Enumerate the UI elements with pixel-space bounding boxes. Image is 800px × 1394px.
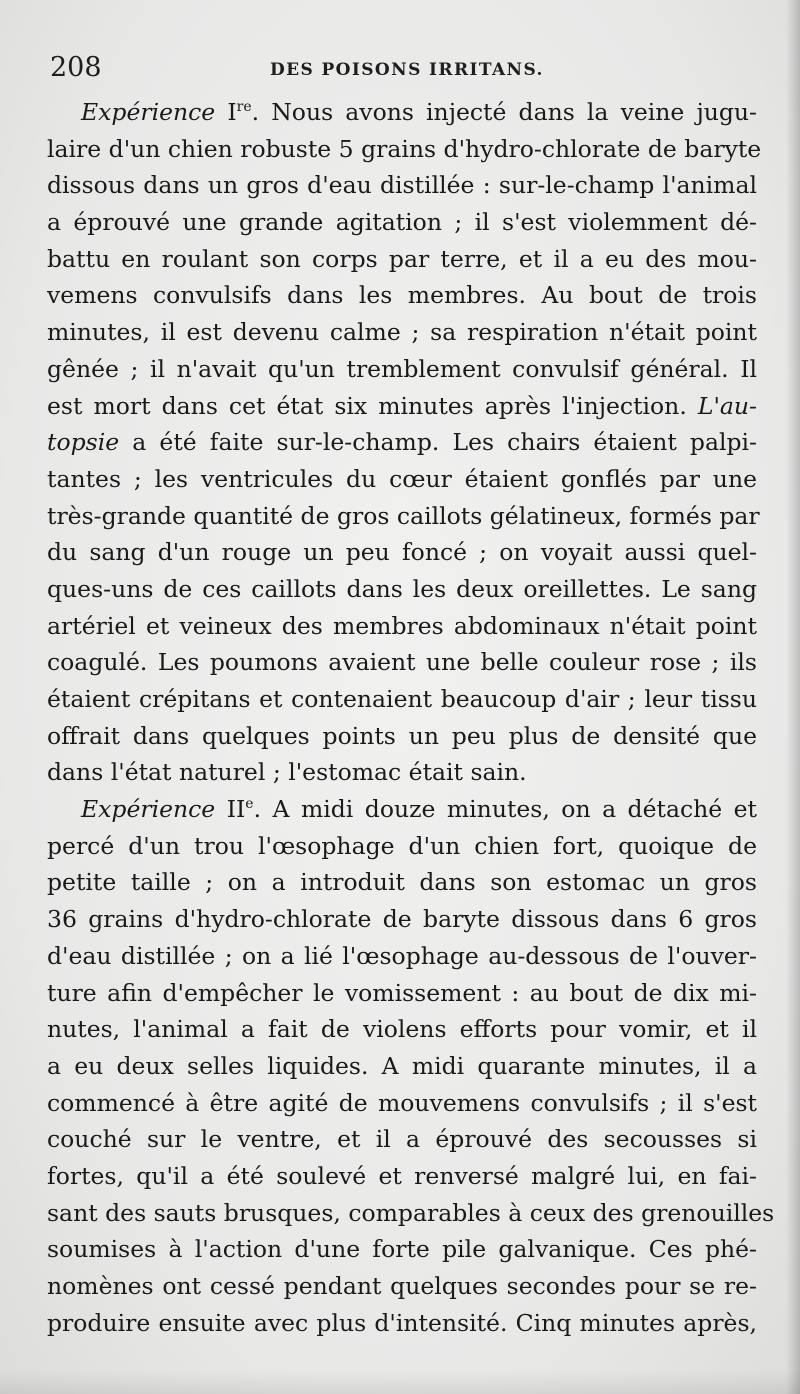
text-line: couché sur le ventre, et il a éprouvé des secousses si (47, 1125, 757, 1154)
experience-numeral: I (227, 98, 237, 126)
text-line: tantes ; les ventricules du cœur étaient gonflés par une (47, 464, 757, 493)
text-line: nutes, l'animal a fait de violens efforts pour vomir, et il (47, 1015, 757, 1044)
text-line: produire ensuite avec plus d'intensité. Cinq minutes après, (47, 1308, 757, 1337)
page-number: 208 (50, 52, 102, 83)
text-line: dans l'état naturel ; l'estomac était sain. (47, 758, 527, 787)
text-line: battu en roulant son corps par terre, et il a eu des mou- (47, 244, 757, 273)
text-line: ques-uns de ces caillots dans les deux oreillettes. Le sang (47, 574, 757, 603)
text-line: gênée ; il n'avait qu'un tremblement convulsif général. Il (47, 354, 757, 383)
experience-ordinal: e (245, 796, 254, 813)
text-line: Expérience Ire. Nous avons injecté dans la veine jugu- (81, 98, 757, 126)
page-edge-shadow (786, 0, 800, 1394)
text-line: Expérience IIe. A midi douze minutes, on a détaché et (81, 795, 757, 824)
text-line: percé d'un trou l'œsophage d'un chien fort, quoique de (47, 831, 757, 860)
experience-label: Expérience (81, 795, 216, 824)
text-line: laire d'un chien robuste 5 grains d'hydro-chlorate de baryte (47, 134, 762, 163)
text-line: du sang d'un rouge un peu foncé ; on voyait aussi quel- (47, 538, 757, 567)
page-bottom-shade (0, 1370, 800, 1394)
running-title: DES POISONS IRRITANS. (270, 60, 544, 80)
experience-numeral: II (226, 795, 246, 824)
text-line: sant des sauts brusques, comparables à ceux des grenouilles (47, 1198, 775, 1227)
text-line: très-grande quantité de gros caillots gélatineux, formés par (47, 501, 760, 530)
text-line: vemens convulsifs dans les membres. Au bout de trois (47, 281, 757, 310)
autopsie-word-start: L'au- (697, 391, 757, 420)
text-line: est mort dans cet état six minutes après l'injection. L'au- (47, 391, 757, 420)
text-line: petite taille ; on a introduit dans son estomac un gros (47, 868, 757, 897)
text-line: a éprouvé une grande agitation ; il s'est violemment dé- (47, 208, 757, 237)
body-text (47, 94, 775, 1341)
experience-ordinal: re (236, 99, 252, 116)
text-line: 36 grains d'hydro-chlorate de baryte dissous dans 6 gros (47, 905, 757, 934)
page-header (50, 52, 750, 88)
text-line: a eu deux selles liquides. A midi quarante minutes, il a (47, 1051, 757, 1080)
text-line: offrait dans quelques points un peu plus de densité que (47, 721, 757, 750)
text-line: dissous dans un gros d'eau distillée : sur-le-champ l'animal (47, 171, 757, 200)
autopsie-word-end: topsie (47, 428, 120, 457)
text-line: ture afin d'empêcher le vomissement : au bout de dix mi- (47, 978, 757, 1007)
text-line: nomènes ont cessé pendant quelques secondes pour se re- (47, 1272, 757, 1300)
text-line: minutes, il est devenu calme ; sa respiration n'était point (47, 318, 757, 347)
text-line: commencé à être agité de mouvemens convulsifs ; il s'est (47, 1088, 757, 1117)
text-line: coagulé. Les poumons avaient une belle couleur rose ; ils (47, 648, 757, 677)
experience-label: Expérience (81, 98, 216, 126)
text-line: d'eau distillée ; on a lié l'œsophage au-dessous de l'ouver- (47, 941, 757, 970)
text-line: soumises à l'action d'une forte pile galvanique. Ces phé- (47, 1235, 757, 1264)
text-line: étaient crépitans et contenaient beaucoup d'air ; leur tissu (47, 685, 757, 713)
text-line: fortes, qu'il a été soulevé et renversé malgré lui, en fai- (47, 1161, 757, 1190)
text-line: artériel et veineux des membres abdominaux n'était point (47, 611, 757, 640)
text-line: topsie a été faite sur-le-champ. Les chairs étaient palpi- (47, 428, 757, 457)
